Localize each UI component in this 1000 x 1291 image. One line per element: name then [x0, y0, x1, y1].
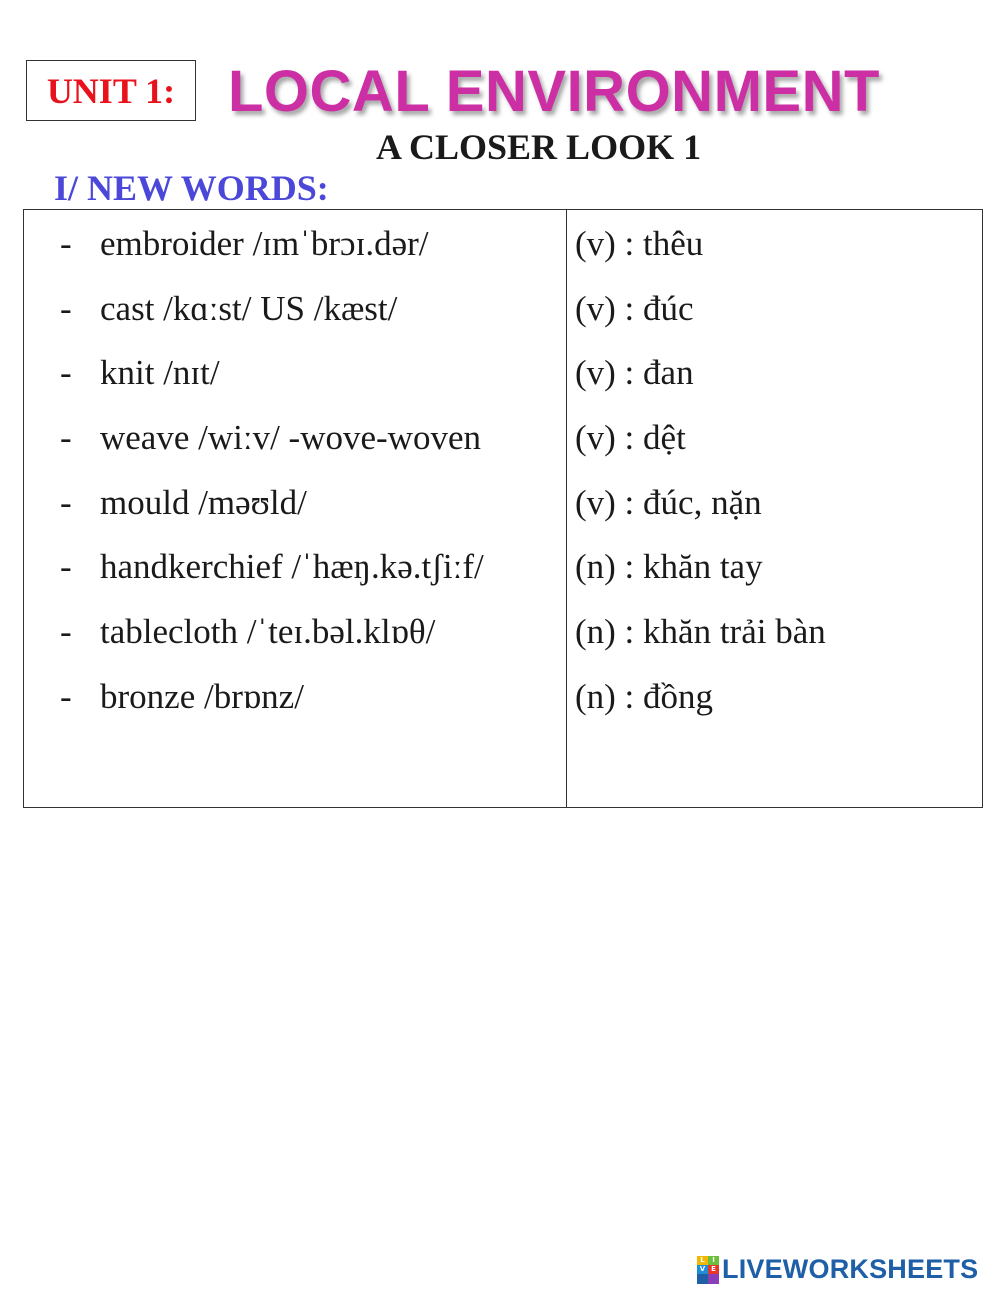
vocab-word: handkerchief /ˈhæŋ.kə.tʃiːf/: [100, 547, 484, 587]
logo-block: [697, 1274, 708, 1284]
liveworksheets-logo-icon: [697, 1256, 719, 1284]
vocab-word-row: [24, 483, 566, 548]
vocab-word-row: [24, 612, 566, 677]
bullet-dash: -: [60, 547, 72, 587]
liveworksheets-logo[interactable]: [697, 1254, 978, 1285]
vocab-word: weave /wiːv/ -wove-woven: [100, 418, 481, 458]
vocab-word-row: [24, 677, 566, 742]
vocab-meaning: (v) : đúc: [575, 288, 694, 328]
page-subtitle: A CLOSER LOOK 1: [376, 127, 702, 167]
logo-letter: L: [697, 1256, 708, 1265]
logo-letter: E: [708, 1265, 719, 1274]
bullet-dash: -: [60, 288, 72, 328]
bullet-dash: -: [60, 612, 72, 652]
bullet-dash: -: [60, 676, 72, 716]
logo-letter: I: [708, 1256, 719, 1265]
vocab-word-row: [24, 289, 566, 354]
bullet-dash: -: [60, 418, 72, 458]
vocab-word-row: [24, 418, 566, 483]
bullet-dash: -: [60, 224, 72, 263]
vocab-word-row: [24, 224, 566, 289]
vocab-word-row: [24, 353, 566, 418]
vocab-meaning: (v) : thêu: [575, 224, 704, 263]
vocab-word: knit /nɪt/: [100, 353, 220, 393]
page-title: LOCAL ENVIRONMENT: [228, 59, 880, 124]
section-heading: I/ NEW WORDS:: [54, 168, 329, 208]
unit-label: UNIT 1:: [46, 70, 176, 111]
bullet-dash: -: [60, 482, 72, 522]
vocab-word: embroider /ɪmˈbrɔɪ.dər/: [100, 224, 429, 263]
vocab-meaning: (n) : khăn tay: [575, 547, 763, 587]
logo-letter: V: [697, 1265, 708, 1274]
bullet-dash: -: [60, 353, 72, 393]
vocab-word: mould /məʊld/: [100, 482, 307, 522]
vocab-word: tablecloth /ˈteɪ.bəl.klɒθ/: [100, 612, 436, 652]
vocab-word: bronze /brɒnz/: [100, 676, 304, 716]
words-column: [24, 210, 567, 807]
vocab-word: cast /kɑːst/ US /kæst/: [100, 288, 398, 328]
vocabulary-table: [23, 209, 983, 808]
meanings-column: [567, 210, 982, 807]
vocab-meaning: (n) : khăn trải bàn: [575, 612, 826, 652]
logo-block: [708, 1274, 719, 1284]
vocab-meaning: (n) : đồng: [575, 676, 714, 716]
vocab-meaning: (v) : đúc, nặn: [575, 482, 762, 522]
vocab-meaning: (v) : dệt: [575, 418, 686, 458]
vocab-word-row: [24, 547, 566, 612]
unit-label-box: [26, 60, 196, 121]
logo-text: LIVEWORKSHEETS: [722, 1254, 979, 1284]
vocab-meaning: (v) : đan: [575, 353, 694, 393]
